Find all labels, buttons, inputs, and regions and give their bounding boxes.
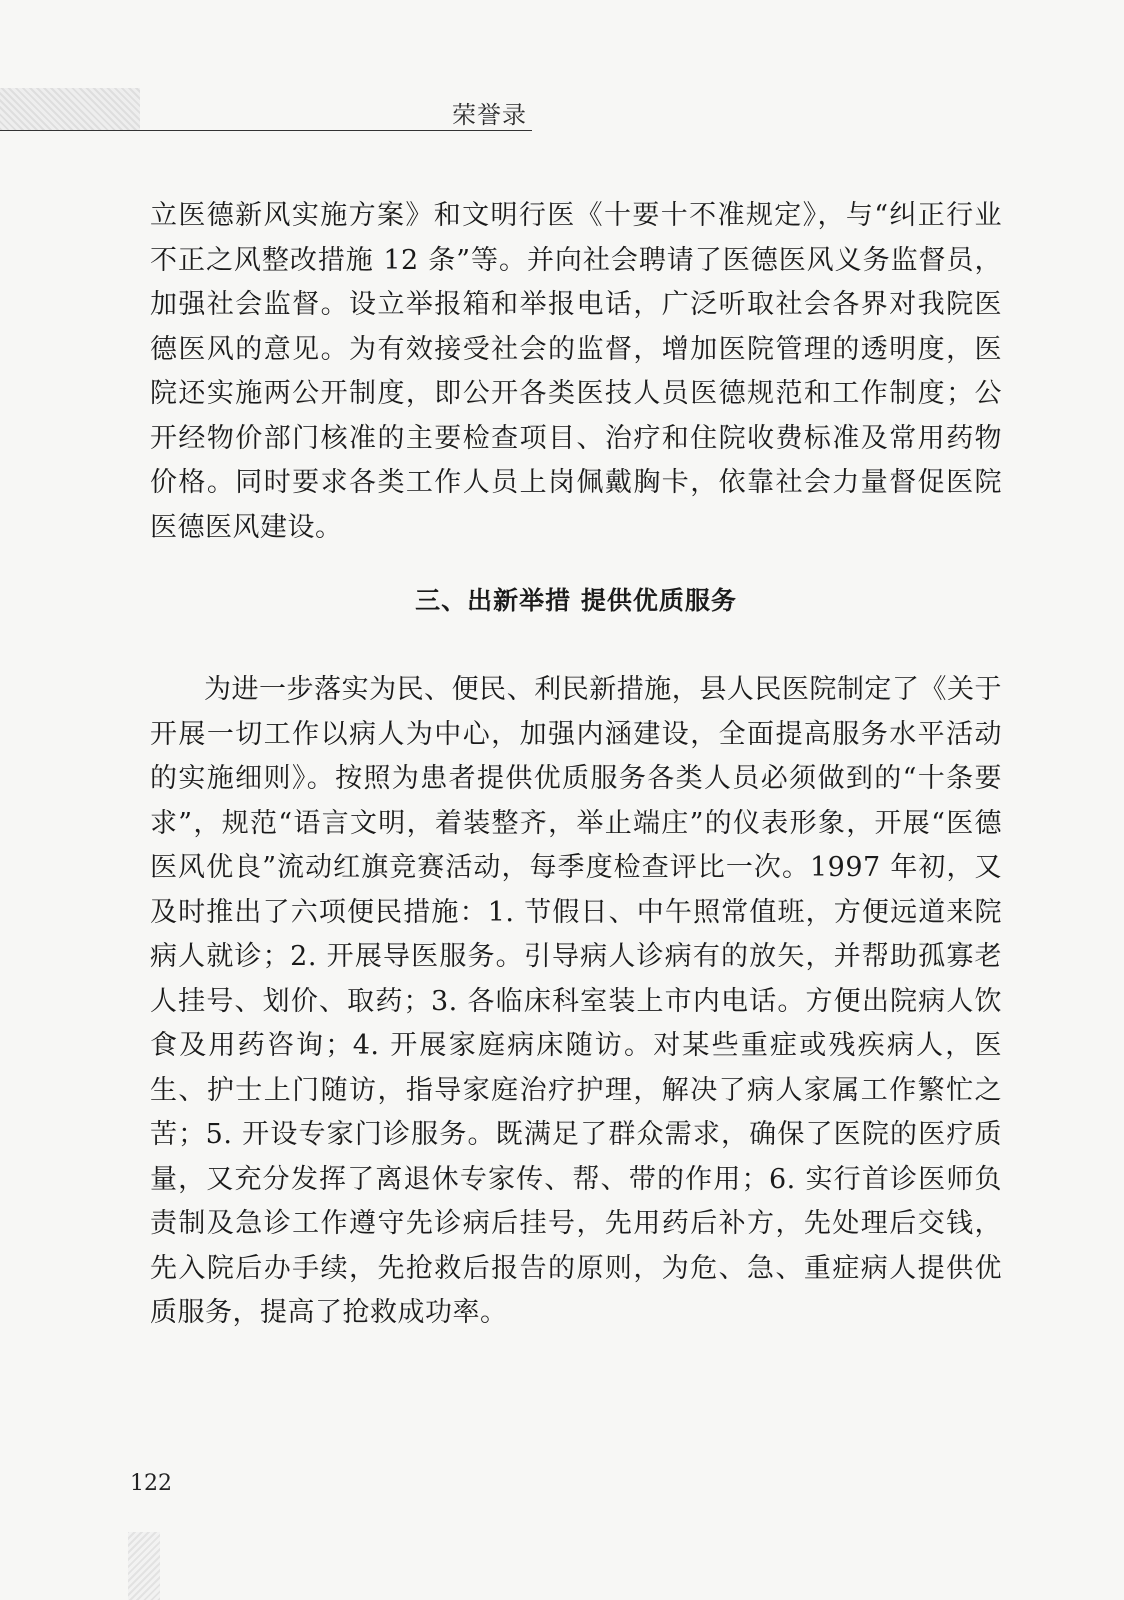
body-paragraph: 为进一步落实为民、便民、利民新措施，县人民医院制定了《关于开展一切工作以病人为中心，加强内涵建设，全面提高服务水平活动的实施细则》。按照为患者提供优质服务各类人员必须做到的“十条要求”，规范“语言文明，着装整齐，举止端庄”的仪表形象，开展“医德医风优良”流动红旗竞赛活动，每季度检查评比一次。1997 年初，又及时推出了六项便民措施：1. 节假日、中午照常值班，方便远道来院病人就诊；2. 开展导医服务。引导病人诊病有的放矢，并帮助孤寡老人挂号、划价、取药；3. 各临床科室装上市内电话。方便出院病人饮食及用药咨询；4. 开展家庭病床随访。对某些重症或残疾病人，医生、护士上门随访，指导家庭治疗护理，解决了病人家属工作繁忙之苦；5. 开设专家门诊服务。既满足了群众需求，确保了医院的医疗质量，又充分发挥了离退休专家传、帮、带的作用；6. 实行首诊医师负责制及急诊工作遵守先诊病后挂号，先用药后补方，先处理后交钱，先入院后办手续，先抢救后报告的原则，为危、急、重症病人提供优质服务，提高了抢救成功率。 xyxy=(150,674,1002,1328)
body-paragraph: 立医德新风实施方案》和文明行医《十要十不准规定》，与“纠正行业不正之风整改措施 12 条”等。并向社会聘请了医德医风义务监督员，加强社会监督。设立举报箱和举报电话，广泛听取社会各界对我院医德医风的意见。为有效接受社会的监督，增加医院管理的透明度，医院还实施两公开制度，即公开各类医技人员医德规范和工作制度；公开经物价部门核准的主要检查项目、治疗和住院收费标准及常用药物价格。同时要求各类工作人员上岗佩戴胸卡，依靠社会力量督促医院医德医风建设。 xyxy=(150,200,1002,543)
scan-edge-texture xyxy=(128,1532,160,1600)
section-heading: 三、出新举措 提供优质服务 xyxy=(415,586,737,615)
header-rule xyxy=(0,130,532,131)
scan-edge-texture xyxy=(0,88,140,130)
page-number: 122 xyxy=(130,1471,172,1496)
running-header-title: 荣誉录 xyxy=(452,101,527,129)
